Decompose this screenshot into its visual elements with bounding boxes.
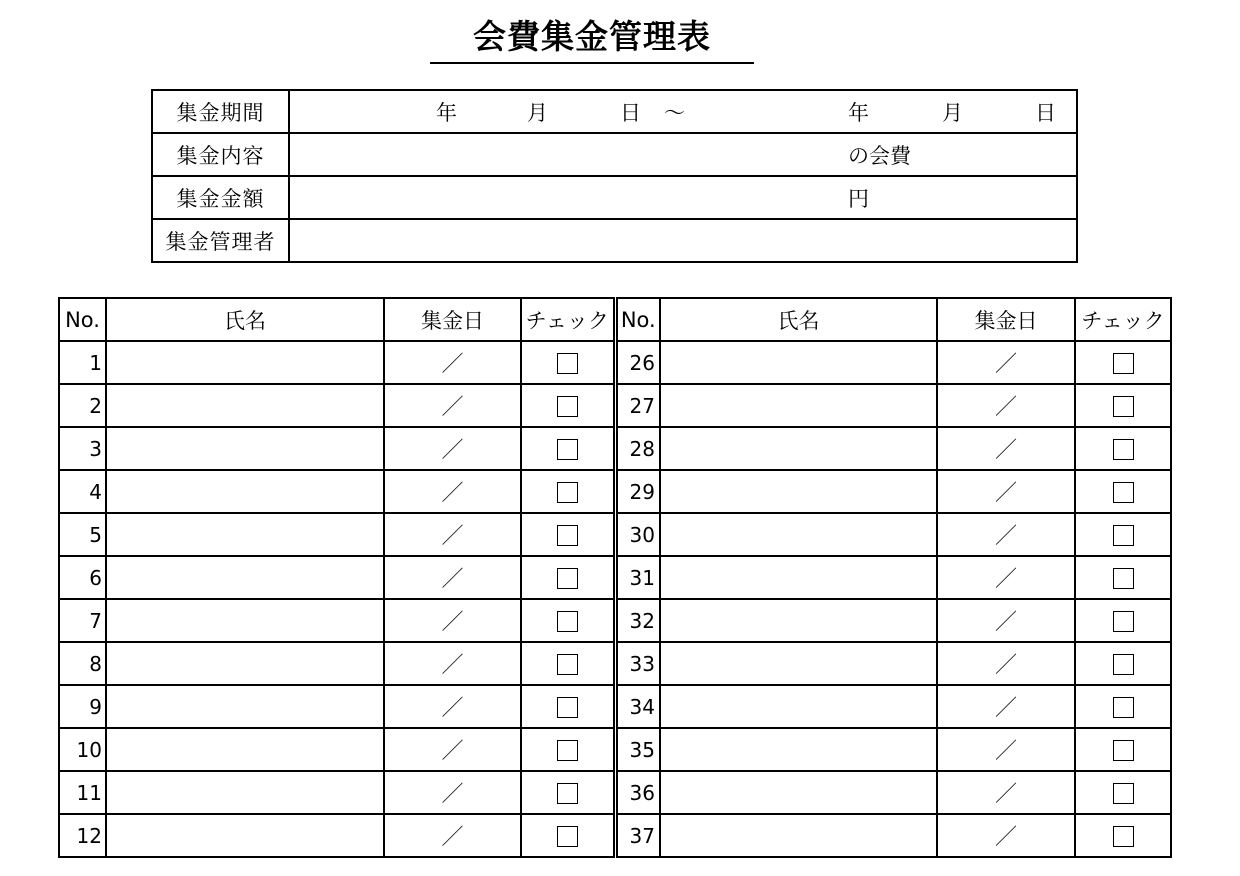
date-slash: ／ — [994, 481, 1017, 506]
date-cell[interactable] — [937, 771, 1075, 814]
name-cell[interactable] — [660, 470, 937, 513]
check-cell[interactable] — [521, 642, 615, 685]
date-slash: ／ — [994, 782, 1017, 807]
period-row — [152, 90, 1077, 133]
check-cell[interactable] — [521, 771, 615, 814]
date-slash: ／ — [994, 696, 1017, 721]
date-cell[interactable] — [384, 728, 521, 771]
check-cell[interactable] — [521, 341, 615, 384]
row-number: 4 — [59, 470, 106, 513]
date-cell[interactable] — [937, 814, 1075, 857]
checkbox-icon[interactable] — [1113, 568, 1134, 589]
row-number: 6 — [59, 556, 106, 599]
name-cell[interactable] — [660, 728, 937, 771]
date-slash: ／ — [441, 352, 464, 377]
name-cell[interactable] — [660, 513, 937, 556]
check-cell[interactable] — [521, 556, 615, 599]
check-cell[interactable] — [1075, 685, 1171, 728]
check-cell[interactable] — [1075, 513, 1171, 556]
row-number: 1 — [59, 341, 106, 384]
checkbox-icon[interactable] — [557, 654, 578, 675]
date-slash: ／ — [994, 395, 1017, 420]
checkbox-icon[interactable] — [557, 826, 578, 847]
name-cell[interactable] — [660, 771, 937, 814]
row-number: 29 — [615, 470, 660, 513]
start-day-unit: 日 — [620, 100, 641, 125]
checkbox-icon[interactable] — [557, 783, 578, 804]
checkbox-icon[interactable] — [557, 568, 578, 589]
date-slash: ／ — [994, 567, 1017, 592]
end-day-unit: 日 — [1035, 100, 1056, 125]
date-slash: ／ — [441, 653, 464, 678]
date-slash: ／ — [441, 739, 464, 764]
checkbox-icon[interactable] — [1113, 783, 1134, 804]
row-number: 8 — [59, 642, 106, 685]
checkbox-icon[interactable] — [557, 396, 578, 417]
check-cell[interactable] — [521, 513, 615, 556]
checkbox-icon[interactable] — [557, 439, 578, 460]
table-row — [59, 384, 1171, 427]
row-number: 7 — [59, 599, 106, 642]
check-cell[interactable] — [1075, 556, 1171, 599]
start-month-unit: 月 — [527, 100, 548, 125]
name-cell[interactable] — [660, 814, 937, 857]
table-row — [59, 341, 1171, 384]
row-number: 9 — [59, 685, 106, 728]
checkbox-icon[interactable] — [1113, 396, 1134, 417]
members-table — [58, 297, 1172, 858]
name-cell[interactable] — [106, 470, 384, 513]
name-cell[interactable] — [660, 384, 937, 427]
date-cell[interactable] — [937, 384, 1075, 427]
row-number: 12 — [59, 814, 106, 857]
name-cell[interactable] — [106, 427, 384, 470]
header-name: 氏名 — [106, 298, 384, 341]
checkbox-icon[interactable] — [557, 697, 578, 718]
amount-row — [152, 176, 1077, 219]
header-date: 集金日 — [937, 298, 1075, 341]
date-cell[interactable] — [384, 814, 521, 857]
name-cell[interactable] — [660, 642, 937, 685]
amount-suffix: 円 — [848, 186, 869, 211]
period-label: 集金期間 — [152, 90, 289, 133]
row-number: 3 — [59, 427, 106, 470]
name-cell[interactable] — [106, 771, 384, 814]
content-row — [152, 133, 1077, 176]
date-slash: ／ — [441, 610, 464, 635]
name-cell[interactable] — [106, 341, 384, 384]
date-cell[interactable] — [937, 642, 1075, 685]
check-cell[interactable] — [1075, 814, 1171, 857]
row-number: 11 — [59, 771, 106, 814]
row-number: 10 — [59, 728, 106, 771]
checkbox-icon[interactable] — [1113, 439, 1134, 460]
name-cell[interactable] — [106, 685, 384, 728]
manager-row — [152, 219, 1077, 262]
name-cell[interactable] — [106, 728, 384, 771]
row-number: 35 — [615, 728, 660, 771]
period-field[interactable] — [289, 90, 1077, 133]
collection-info-table — [151, 89, 1078, 263]
check-cell[interactable] — [1075, 384, 1171, 427]
start-year-unit: 年 — [436, 100, 457, 125]
date-slash: ／ — [994, 352, 1017, 377]
check-cell[interactable] — [521, 685, 615, 728]
table-row — [59, 556, 1171, 599]
table-row — [59, 685, 1171, 728]
date-cell[interactable] — [937, 341, 1075, 384]
check-cell[interactable] — [521, 470, 615, 513]
table-row — [59, 771, 1171, 814]
date-cell[interactable] — [937, 427, 1075, 470]
row-number: 34 — [615, 685, 660, 728]
content-label: 集金内容 — [152, 133, 289, 176]
amount-label: 集金金額 — [152, 176, 289, 219]
date-slash: ／ — [994, 825, 1017, 850]
period-tilde: ～ — [664, 100, 685, 125]
name-cell[interactable] — [106, 642, 384, 685]
date-slash: ／ — [994, 739, 1017, 764]
name-cell[interactable] — [106, 599, 384, 642]
row-number: 33 — [615, 642, 660, 685]
row-number: 26 — [615, 341, 660, 384]
checkbox-icon[interactable] — [1113, 654, 1134, 675]
manager-field[interactable] — [289, 219, 1077, 262]
table-row — [59, 599, 1171, 642]
check-cell[interactable] — [521, 599, 615, 642]
check-cell[interactable] — [1075, 427, 1171, 470]
date-cell[interactable] — [937, 728, 1075, 771]
name-cell[interactable] — [660, 427, 937, 470]
amount-field[interactable] — [289, 176, 1077, 219]
header-check: チェック — [1075, 298, 1171, 341]
name-cell[interactable] — [106, 556, 384, 599]
checkbox-icon[interactable] — [1113, 826, 1134, 847]
table-row — [59, 470, 1171, 513]
checkbox-icon[interactable] — [1113, 611, 1134, 632]
row-number: 36 — [615, 771, 660, 814]
name-cell[interactable] — [660, 599, 937, 642]
table-row — [59, 642, 1171, 685]
date-cell[interactable] — [384, 341, 521, 384]
date-slash: ／ — [441, 524, 464, 549]
manager-label: 集金管理者 — [152, 219, 289, 262]
name-cell[interactable] — [660, 556, 937, 599]
header-no: No. — [615, 298, 660, 341]
date-slash: ／ — [441, 438, 464, 463]
date-slash: ／ — [994, 610, 1017, 635]
name-cell[interactable] — [106, 384, 384, 427]
check-cell[interactable] — [521, 384, 615, 427]
date-slash: ／ — [994, 653, 1017, 678]
check-cell[interactable] — [521, 728, 615, 771]
date-cell[interactable] — [937, 556, 1075, 599]
table-row — [59, 513, 1171, 556]
date-cell[interactable] — [384, 771, 521, 814]
date-cell[interactable] — [384, 470, 521, 513]
table-row — [59, 814, 1171, 857]
check-cell[interactable] — [521, 427, 615, 470]
checkbox-icon[interactable] — [1113, 482, 1134, 503]
date-cell[interactable] — [384, 384, 521, 427]
header-no: No. — [59, 298, 106, 341]
header-row — [59, 298, 1171, 341]
date-slash: ／ — [994, 524, 1017, 549]
checkbox-icon[interactable] — [557, 611, 578, 632]
date-slash: ／ — [441, 782, 464, 807]
date-cell[interactable] — [384, 599, 521, 642]
date-slash: ／ — [441, 567, 464, 592]
name-cell[interactable] — [660, 341, 937, 384]
content-field[interactable] — [289, 133, 1077, 176]
date-cell[interactable] — [937, 470, 1075, 513]
date-cell[interactable] — [384, 513, 521, 556]
header-check: チェック — [521, 298, 615, 341]
date-cell[interactable] — [937, 513, 1075, 556]
row-number: 30 — [615, 513, 660, 556]
checkbox-icon[interactable] — [557, 482, 578, 503]
row-number: 31 — [615, 556, 660, 599]
check-cell[interactable] — [521, 814, 615, 857]
row-number: 37 — [615, 814, 660, 857]
row-number: 28 — [615, 427, 660, 470]
table-row — [59, 728, 1171, 771]
header-name: 氏名 — [660, 298, 937, 341]
check-cell[interactable] — [1075, 728, 1171, 771]
row-number: 5 — [59, 513, 106, 556]
date-cell[interactable] — [384, 427, 521, 470]
header-date: 集金日 — [384, 298, 521, 341]
check-cell[interactable] — [1075, 470, 1171, 513]
name-cell[interactable] — [660, 685, 937, 728]
date-cell[interactable] — [937, 599, 1075, 642]
row-number: 2 — [59, 384, 106, 427]
checkbox-icon[interactable] — [557, 740, 578, 761]
end-month-unit: 月 — [942, 100, 963, 125]
date-slash: ／ — [441, 395, 464, 420]
date-slash: ／ — [441, 481, 464, 506]
date-cell[interactable] — [384, 642, 521, 685]
date-cell[interactable] — [384, 556, 521, 599]
checkbox-icon[interactable] — [557, 353, 578, 374]
row-number: 27 — [615, 384, 660, 427]
content-suffix: の会費 — [848, 143, 911, 168]
check-cell[interactable] — [1075, 642, 1171, 685]
table-row — [59, 427, 1171, 470]
check-cell[interactable] — [1075, 341, 1171, 384]
end-year-unit: 年 — [848, 100, 869, 125]
page-title: 会費集金管理表 — [430, 12, 754, 64]
checkbox-icon[interactable] — [1113, 525, 1134, 546]
name-cell[interactable] — [106, 513, 384, 556]
checkbox-icon[interactable] — [1113, 353, 1134, 374]
name-cell[interactable] — [106, 814, 384, 857]
date-slash: ／ — [441, 696, 464, 721]
checkbox-icon[interactable] — [557, 525, 578, 546]
date-cell[interactable] — [384, 685, 521, 728]
row-number: 32 — [615, 599, 660, 642]
check-cell[interactable] — [1075, 599, 1171, 642]
date-cell[interactable] — [937, 685, 1075, 728]
date-slash: ／ — [441, 825, 464, 850]
check-cell[interactable] — [1075, 771, 1171, 814]
checkbox-icon[interactable] — [1113, 697, 1134, 718]
checkbox-icon[interactable] — [1113, 740, 1134, 761]
date-slash: ／ — [994, 438, 1017, 463]
